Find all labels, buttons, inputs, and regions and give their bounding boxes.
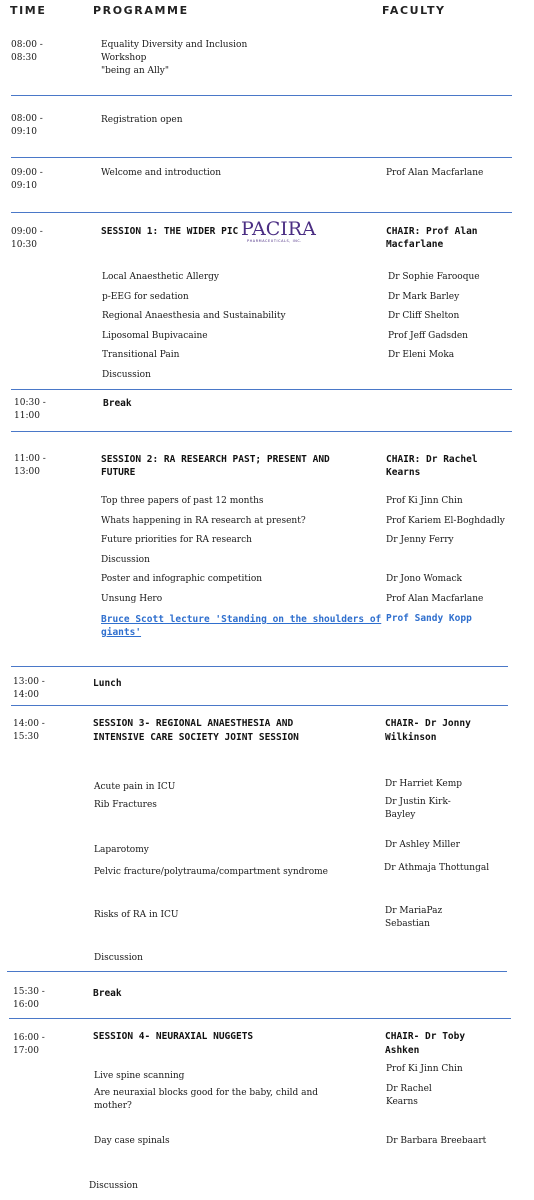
time-start: 10:30 -	[14, 398, 46, 408]
session-chair-line: CHAIR: Prof Alan	[386, 226, 478, 237]
session-title-line: SESSION 2: RA RESEARCH PAST; PRESENT AND	[101, 454, 330, 465]
talk-faculty: Dr Mark Barley	[388, 292, 460, 302]
time-start: 11:00 -	[14, 454, 46, 464]
time-start: 16:00 -	[13, 1033, 45, 1043]
talk-title: Future priorities for RA research	[101, 535, 252, 545]
talk-title: Live spine scanning	[94, 1071, 185, 1081]
talk-faculty: Kearns	[386, 1097, 418, 1107]
talk-title: Whats happening in RA research at present?	[101, 516, 306, 526]
talk-faculty: Bayley	[385, 810, 416, 820]
faculty-column-header: FACULTY	[382, 4, 446, 17]
talk-title: Rib Fractures	[94, 800, 157, 810]
talk-title: Discussion	[94, 953, 143, 963]
talk-title: Risks of RA in ICU	[94, 910, 179, 920]
talk-faculty: Dr Eleni Moka	[388, 350, 455, 360]
row-divider	[11, 389, 512, 390]
row-divider	[11, 157, 512, 158]
talk-title: Local Anaesthetic Allergy	[102, 272, 220, 282]
talk-faculty: Dr Jono Womack	[386, 574, 462, 584]
row-divider	[11, 212, 512, 213]
programme-title-line: Equality Diversity and Inclusion	[101, 40, 248, 50]
talk-faculty: Prof Ki Jinn Chin	[386, 496, 463, 506]
session-title: SESSION 4- NEURAXIAL NUGGETS	[93, 1031, 254, 1042]
talk-faculty: Dr MariaPaz	[385, 906, 443, 916]
talk-title: Unsung Hero	[101, 594, 163, 604]
talk-faculty: Prof Ki Jinn Chin	[386, 1064, 463, 1074]
time-end: 09:10	[11, 181, 37, 191]
time-start: 15:30 -	[13, 987, 45, 997]
programme-title: Welcome and introduction	[101, 168, 222, 178]
talk-title: p-EEG for sedation	[102, 292, 189, 302]
talk-title: Are neuraxial blocks good for the baby, child and	[94, 1088, 319, 1098]
faculty-name: Prof Alan Macfarlane	[386, 168, 484, 178]
row-divider	[9, 1018, 511, 1019]
programme-title-line: Workshop	[101, 53, 147, 63]
programme-title: Registration open	[101, 115, 183, 125]
time-end: 09:10	[11, 127, 37, 137]
time-start: 13:00 -	[13, 677, 45, 687]
talk-title: Pelvic fracture/polytrauma/compartment syndrome	[94, 867, 329, 877]
time-start: 08:00 -	[11, 40, 43, 50]
session-chair-line: Wilkinson	[385, 732, 437, 743]
talk-title: Top three papers of past 12 months	[101, 496, 264, 506]
time-start: 08:00 -	[11, 114, 43, 124]
lecture-link-line[interactable]: Bruce Scott lecture 'Standing on the shoulders of	[101, 614, 382, 625]
talk-faculty: Sebastian	[385, 919, 430, 929]
time-end: 08:30	[11, 53, 37, 63]
talk-faculty: Prof Alan Macfarlane	[386, 594, 484, 604]
time-start: 09:00 -	[11, 168, 43, 178]
talk-faculty: Prof Jeff Gadsden	[388, 331, 468, 341]
talk-faculty: Dr Rachel	[386, 1084, 432, 1094]
talk-title: Acute pain in ICU	[94, 782, 176, 792]
lecture-link-line[interactable]: giants'	[101, 627, 142, 638]
time-column-header: TIME	[10, 4, 47, 17]
time-end: 11:00	[14, 411, 40, 421]
time-start: 09:00 -	[11, 227, 43, 237]
talk-title: Transitional Pain	[102, 350, 180, 360]
talk-title: Poster and infographic competition	[101, 574, 263, 584]
row-divider	[11, 666, 508, 667]
talk-faculty: Prof Kariem El-Boghdadly	[386, 516, 505, 526]
session-chair-line: Kearns	[386, 467, 421, 478]
talk-title: Liposomal Bupivacaine	[102, 331, 208, 341]
session-chair-line: CHAIR: Dr Rachel	[386, 454, 478, 465]
talk-title: Discussion	[101, 555, 150, 565]
row-divider	[11, 95, 512, 96]
row-divider	[11, 705, 508, 706]
programme-column-header: PROGRAMME	[93, 4, 189, 17]
time-end: 16:00	[13, 1000, 39, 1010]
time-end: 17:00	[13, 1046, 39, 1056]
talk-faculty: Dr Justin Kirk-	[385, 797, 451, 807]
break-label: Break	[103, 398, 132, 409]
talk-faculty: Dr Ashley Miller	[385, 840, 460, 850]
programme-title-line: "being an Ally"	[101, 66, 170, 76]
time-end: 13:00	[14, 467, 40, 477]
talk-title: Discussion	[102, 370, 151, 380]
sponsor-tagline: PHARMACEUTICALS, INC.	[247, 239, 302, 243]
session-title-line: SESSION 3- REGIONAL ANAESTHESIA AND	[93, 718, 294, 729]
sponsor-name: PACIRA	[241, 218, 316, 240]
session-chair-line: Macfarlane	[386, 239, 444, 250]
talk-faculty: Dr Jenny Ferry	[386, 535, 454, 545]
talk-faculty: Dr Harriet Kemp	[385, 779, 462, 789]
talk-title: Day case spinals	[94, 1136, 170, 1146]
pacira-sponsor-logo	[241, 220, 321, 244]
session-title: SESSION 1: THE WIDER PIC	[101, 226, 239, 237]
talk-title: Regional Anaesthesia and Sustainability	[102, 311, 286, 321]
time-end: 10:30	[11, 240, 37, 250]
talk-title: Discussion	[89, 1181, 138, 1191]
row-divider	[11, 431, 512, 432]
time-end: 14:00	[13, 690, 39, 700]
session-chair-line: Ashken	[385, 1045, 420, 1056]
time-start: 14:00 -	[13, 719, 45, 729]
session-chair-line: CHAIR- Dr Toby	[385, 1031, 466, 1042]
lunch-label: Lunch	[93, 678, 122, 689]
talk-faculty: Dr Cliff Shelton	[388, 311, 460, 321]
talk-faculty: Dr Athmaja Thottungal	[384, 863, 490, 873]
break-label: Break	[93, 988, 122, 999]
session-chair-line: CHAIR- Dr Jonny	[385, 718, 471, 729]
session-title-line: INTENSIVE CARE SOCIETY JOINT SESSION	[93, 732, 299, 743]
session-title-line: FUTURE	[101, 467, 136, 478]
lecture-faculty: Prof Sandy Kopp	[386, 613, 472, 624]
row-divider	[7, 971, 507, 972]
talk-title: Laparotomy	[94, 845, 149, 855]
talk-faculty: Dr Sophie Farooque	[388, 272, 480, 282]
time-end: 15:30	[13, 732, 39, 742]
talk-title: mother?	[94, 1101, 132, 1111]
talk-faculty: Dr Barbara Breebaart	[386, 1136, 487, 1146]
